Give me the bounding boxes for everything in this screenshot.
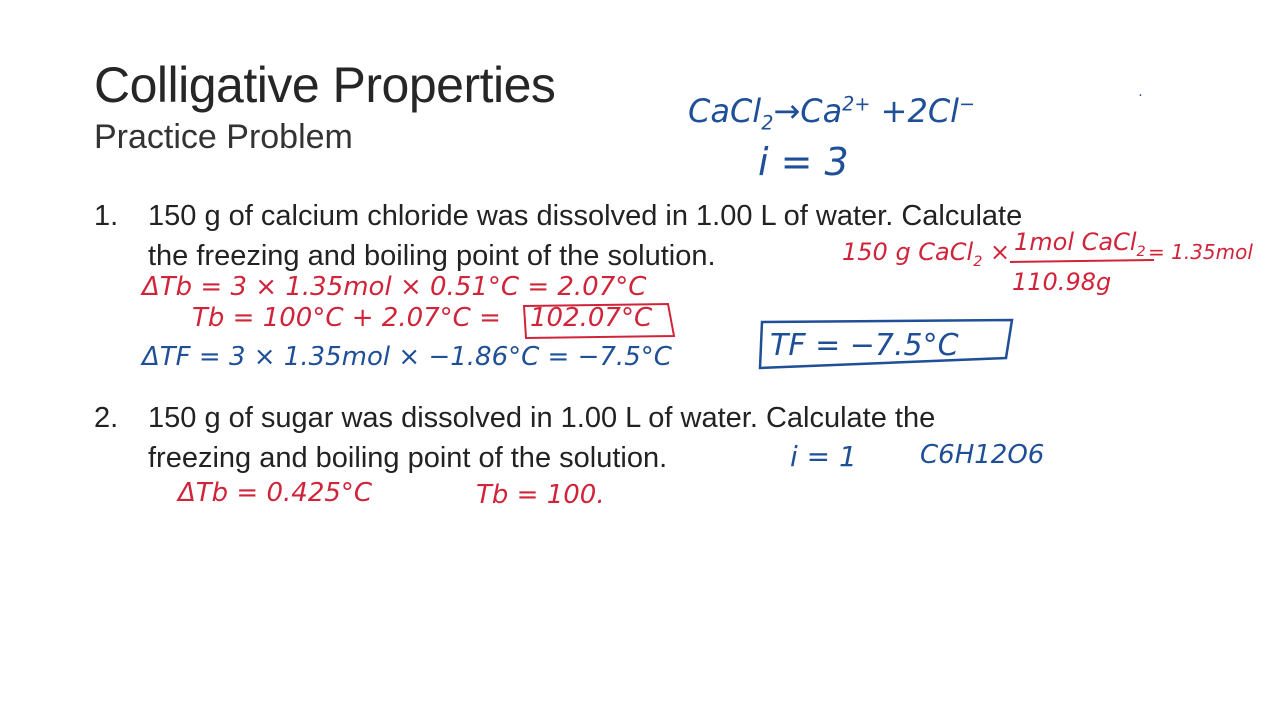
conversion-denominator: 110.98g (1012, 268, 1112, 296)
conversion-result: = 1.35mol (1148, 240, 1253, 264)
problem-text-line: the freezing and boiling point of the solution. (148, 240, 716, 272)
problem-text-line: 150 g of sugar was dissolved in 1.00 L of water. Calculate the (148, 402, 936, 434)
tb-2: Tb = 100. (476, 480, 605, 510)
ink-text: Ca (800, 92, 843, 130)
tf-answer-box (756, 314, 1022, 374)
ink-subscript: 2 (973, 253, 983, 270)
glucose-formula: C6H12O6 (920, 440, 1045, 470)
problem-text-line: 150 g of calcium chloride was dissolved in 1.00 L of water. Calculate (148, 200, 1023, 232)
tb-1-answer: 102.07°C (530, 303, 653, 333)
vant-hoff-factor-3: i = 3 (758, 140, 849, 184)
fraction-bar (1008, 258, 1158, 266)
stray-dot: · (1138, 88, 1143, 104)
delta-tf-1: ΔTF = 3 × 1.35mol × −1.86°C = −7.5°C (142, 342, 672, 372)
arrow-icon: → (773, 92, 801, 130)
delta-tb-1: ΔTb = 3 × 1.35mol × 0.51°C = 2.07°C (142, 272, 647, 302)
problem-number: 1. (94, 200, 119, 232)
slide-title: Colligative Properties (94, 57, 556, 113)
dissociation-equation (688, 92, 975, 134)
ink-subscript: 2 (1136, 243, 1146, 260)
ink-text: CaCl (688, 92, 762, 130)
ink-text: × (990, 238, 1011, 266)
tf-answer: TF = −7.5°C (770, 328, 959, 363)
ink-superscript: 2+ (842, 92, 871, 116)
delta-tb-2: ΔTb = 0.425°C (178, 478, 373, 508)
ink-text: 1mol CaCl (1014, 228, 1137, 256)
tb-1-equation: Tb = 100°C + 2.07°C = (192, 303, 501, 333)
mass-conversion (842, 238, 1010, 270)
problem-text-line: freezing and boiling point of the solution. (148, 442, 668, 474)
slide-subtitle: Practice Problem (94, 118, 353, 156)
ink-superscript: − (959, 92, 976, 116)
tb-1-answer-box (518, 300, 678, 342)
problem-number: 2. (94, 402, 119, 434)
ink-text: +2Cl (880, 92, 960, 130)
conversion-numerator (1014, 228, 1146, 260)
ink-text: 150 g CaCl (842, 238, 974, 266)
ink-subscript: 2 (761, 111, 774, 135)
vant-hoff-factor-1: i = 1 (790, 440, 857, 473)
